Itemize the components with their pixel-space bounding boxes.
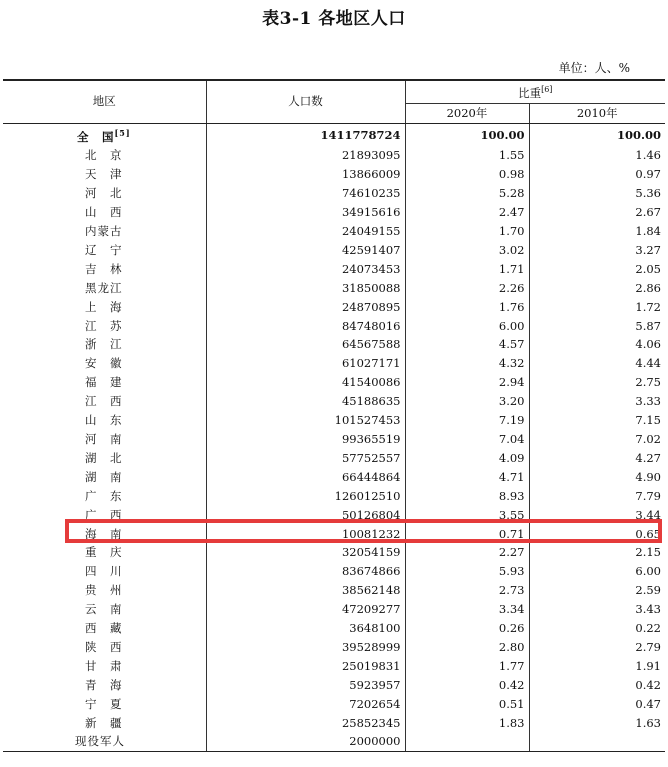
population-value: 1411778724 xyxy=(206,123,405,146)
region-name: 四 川 xyxy=(3,562,206,581)
share-2020-value: 8.93 xyxy=(405,487,529,506)
header-region: 地区 xyxy=(3,80,206,123)
share-2010-value: 100.00 xyxy=(616,127,661,142)
share-2020-value: 1.83 xyxy=(405,714,529,733)
share-2020-value: 0.51 xyxy=(405,695,529,714)
share-2020-value: 1.71 xyxy=(405,260,529,279)
share-2020-value: 3.55 xyxy=(405,506,529,525)
share-2010-value: 2.79 xyxy=(635,639,661,654)
population-value: 39528999 xyxy=(206,638,405,657)
table-row xyxy=(3,600,665,619)
header-2020: 2020年 xyxy=(405,103,529,123)
table-title: 表3-1 各地区人口 xyxy=(262,9,406,29)
region-name: 贵 州 xyxy=(3,581,206,600)
region-name: 湖 北 xyxy=(3,449,206,468)
population-value: 7202654 xyxy=(206,695,405,714)
population-value: 31850088 xyxy=(206,279,405,298)
table-row xyxy=(3,241,665,260)
share-2010-value: 0.47 xyxy=(635,696,661,711)
population-value: 99365519 xyxy=(206,430,405,449)
table-row xyxy=(3,279,665,298)
share-2010-value: 2.67 xyxy=(635,205,661,220)
share-2010-value: 0.97 xyxy=(635,167,661,182)
region-name: 河 北 xyxy=(3,184,206,203)
share-2010-value: 1.63 xyxy=(635,715,661,730)
table-row xyxy=(3,714,665,733)
share-2010-value: 1.91 xyxy=(635,658,661,673)
share-2020-value: 1.76 xyxy=(405,298,529,317)
share-2020-value: 1.55 xyxy=(405,146,529,165)
header-share xyxy=(405,80,665,103)
share-2020-value: 0.42 xyxy=(405,676,529,695)
population-table xyxy=(3,79,665,752)
population-value: 57752557 xyxy=(206,449,405,468)
region-name-text: 全 国 xyxy=(77,129,115,144)
share-2010-value: 3.33 xyxy=(635,394,661,409)
population-value: 25019831 xyxy=(206,657,405,676)
region-name: 江 苏 xyxy=(3,317,206,336)
share-2020-value: 7.04 xyxy=(405,430,529,449)
region-name: 福 建 xyxy=(3,373,206,392)
share-2020-value: 3.20 xyxy=(405,392,529,411)
population-value: 66444864 xyxy=(206,468,405,487)
population-value: 126012510 xyxy=(206,487,405,506)
population-value: 41540086 xyxy=(206,373,405,392)
share-2020-value: 4.71 xyxy=(405,468,529,487)
share-2020-value: 2.26 xyxy=(405,279,529,298)
population-value: 47209277 xyxy=(206,600,405,619)
region-name: 广 西 xyxy=(3,506,206,525)
population-value: 13866009 xyxy=(206,165,405,184)
share-2010-value: 1.72 xyxy=(635,299,661,314)
share-2010-value: 4.06 xyxy=(635,337,661,352)
table-row xyxy=(3,317,665,336)
population-value: 5923957 xyxy=(206,676,405,695)
share-2010-value: 1.46 xyxy=(635,148,661,163)
share-2010-value: 4.27 xyxy=(635,450,661,465)
region-name: 广 东 xyxy=(3,487,206,506)
share-2020-value: 2.80 xyxy=(405,638,529,657)
table-row xyxy=(3,619,665,638)
share-2010-value: 2.05 xyxy=(635,261,661,276)
table-row xyxy=(3,222,665,241)
region-name: 北 京 xyxy=(3,146,206,165)
population-value: 24073453 xyxy=(206,260,405,279)
share-2010-value: 7.02 xyxy=(635,431,661,446)
share-2020-value: 0.71 xyxy=(405,525,529,544)
population-value: 101527453 xyxy=(206,411,405,430)
region-name: 上 海 xyxy=(3,298,206,317)
table-row-total xyxy=(3,123,665,146)
region-name: 黑龙江 xyxy=(3,279,206,298)
table-row xyxy=(3,638,665,657)
population-value: 34915616 xyxy=(206,203,405,222)
region-name: 山 东 xyxy=(3,411,206,430)
table-row xyxy=(3,260,665,279)
region-name: 河 南 xyxy=(3,430,206,449)
share-2010-value: 0.22 xyxy=(635,621,661,636)
share-2020-value: 7.19 xyxy=(405,411,529,430)
share-2020-value xyxy=(405,732,529,751)
table-row xyxy=(3,354,665,373)
share-2020-value: 5.28 xyxy=(405,184,529,203)
population-value: 64567588 xyxy=(206,335,405,354)
share-2020-value: 1.77 xyxy=(405,657,529,676)
population-value: 83674866 xyxy=(206,562,405,581)
table-row xyxy=(3,184,665,203)
population-value: 32054159 xyxy=(206,543,405,562)
share-2010-value: 0.65 xyxy=(635,526,661,541)
population-value: 2000000 xyxy=(206,732,405,751)
share-2010-value: 7.79 xyxy=(635,488,661,503)
share-2010-value: 2.59 xyxy=(635,583,661,598)
share-2020-value: 2.27 xyxy=(405,543,529,562)
share-2020-value: 0.26 xyxy=(405,619,529,638)
region-name: 现役军人 xyxy=(3,732,206,751)
share-2020-value: 5.93 xyxy=(405,562,529,581)
share-2010-value: 5.87 xyxy=(635,318,661,333)
share-2010-value: 3.44 xyxy=(635,507,661,522)
header-population: 人口数 xyxy=(206,80,405,123)
table-row xyxy=(3,298,665,317)
population-value: 21893095 xyxy=(206,146,405,165)
share-2020-value: 2.94 xyxy=(405,373,529,392)
share-2010-value: 1.84 xyxy=(635,224,661,238)
table-row xyxy=(3,562,665,581)
table-row xyxy=(3,506,665,525)
population-value: 3648100 xyxy=(206,619,405,638)
total-note: [5] xyxy=(114,127,131,138)
region-name: 辽 宁 xyxy=(3,241,206,260)
population-value: 45188635 xyxy=(206,392,405,411)
table-row xyxy=(3,695,665,714)
population-value: 10081232 xyxy=(206,525,405,544)
region-name: 内蒙古 xyxy=(3,222,206,241)
table-row xyxy=(3,430,665,449)
region-name: 安 徽 xyxy=(3,354,206,373)
population-value: 38562148 xyxy=(206,581,405,600)
share-2010-value xyxy=(529,732,665,751)
share-2020-value: 2.47 xyxy=(405,203,529,222)
share-2010-value: 0.42 xyxy=(635,677,661,692)
population-value: 50126804 xyxy=(206,506,405,525)
share-2020-value: 0.98 xyxy=(405,165,529,184)
share-2020-value: 3.02 xyxy=(405,241,529,260)
share-2010-value: 2.15 xyxy=(635,545,661,560)
share-2020-value: 2.73 xyxy=(405,581,529,600)
population-value: 61027171 xyxy=(206,354,405,373)
table-row xyxy=(3,525,665,544)
population-value: 24870895 xyxy=(206,298,405,317)
region-name: 湖 南 xyxy=(3,468,206,487)
table-row xyxy=(3,468,665,487)
region-name: 重 庆 xyxy=(3,543,206,562)
header-share-note: [6] xyxy=(541,85,553,94)
population-value: 84748016 xyxy=(206,317,405,336)
share-2010-value: 3.43 xyxy=(635,602,661,617)
region-name: 吉 林 xyxy=(3,260,206,279)
table-row xyxy=(3,732,665,751)
table-row xyxy=(3,543,665,562)
share-2010-value: 3.27 xyxy=(635,242,661,257)
share-2010-value: 2.86 xyxy=(635,280,661,295)
region-name: 天 津 xyxy=(3,165,206,184)
share-2020-value: 3.34 xyxy=(405,600,529,619)
share-2020-value: 1.70 xyxy=(405,222,529,241)
region-name: 西 藏 xyxy=(3,619,206,638)
table-row xyxy=(3,392,665,411)
region-name: 新 疆 xyxy=(3,714,206,733)
region-name: 青 海 xyxy=(3,676,206,695)
region-name xyxy=(3,123,206,146)
share-2010-value: 4.90 xyxy=(635,469,661,484)
table-row xyxy=(3,676,665,695)
population-value: 24049155 xyxy=(206,222,405,241)
table-row xyxy=(3,203,665,222)
population-value: 74610235 xyxy=(206,184,405,203)
share-2010-value: 7.15 xyxy=(635,413,661,428)
table-row xyxy=(3,146,665,165)
table-row xyxy=(3,165,665,184)
region-name: 山 西 xyxy=(3,203,206,222)
population-value: 42591407 xyxy=(206,241,405,260)
population-value: 25852345 xyxy=(206,714,405,733)
header-share-label: 比重 xyxy=(518,85,542,100)
unit-label: 单位：人、% xyxy=(558,61,630,75)
share-2020-value: 100.00 xyxy=(405,123,529,146)
table-row xyxy=(3,581,665,600)
table-row xyxy=(3,449,665,468)
region-name: 江 西 xyxy=(3,392,206,411)
table-row xyxy=(3,487,665,506)
header-2010: 2010年 xyxy=(529,103,665,123)
table-row xyxy=(3,657,665,676)
table-row xyxy=(3,411,665,430)
table-row xyxy=(3,373,665,392)
region-name: 甘 肃 xyxy=(3,657,206,676)
region-name: 云 南 xyxy=(3,600,206,619)
table-row xyxy=(3,335,665,354)
share-2010-value: 6.00 xyxy=(635,564,661,579)
share-2010-value: 5.36 xyxy=(635,186,661,201)
share-2020-value: 4.32 xyxy=(405,354,529,373)
region-name: 陕 西 xyxy=(3,638,206,657)
region-name: 浙 江 xyxy=(3,335,206,354)
share-2020-value: 6.00 xyxy=(405,317,529,336)
region-name: 宁 夏 xyxy=(3,695,206,714)
share-2020-value: 4.57 xyxy=(405,335,529,354)
share-2010-value: 4.44 xyxy=(635,356,661,371)
share-2020-value: 4.09 xyxy=(405,449,529,468)
share-2010-value: 2.75 xyxy=(635,375,661,390)
region-name: 海 南 xyxy=(3,525,206,544)
